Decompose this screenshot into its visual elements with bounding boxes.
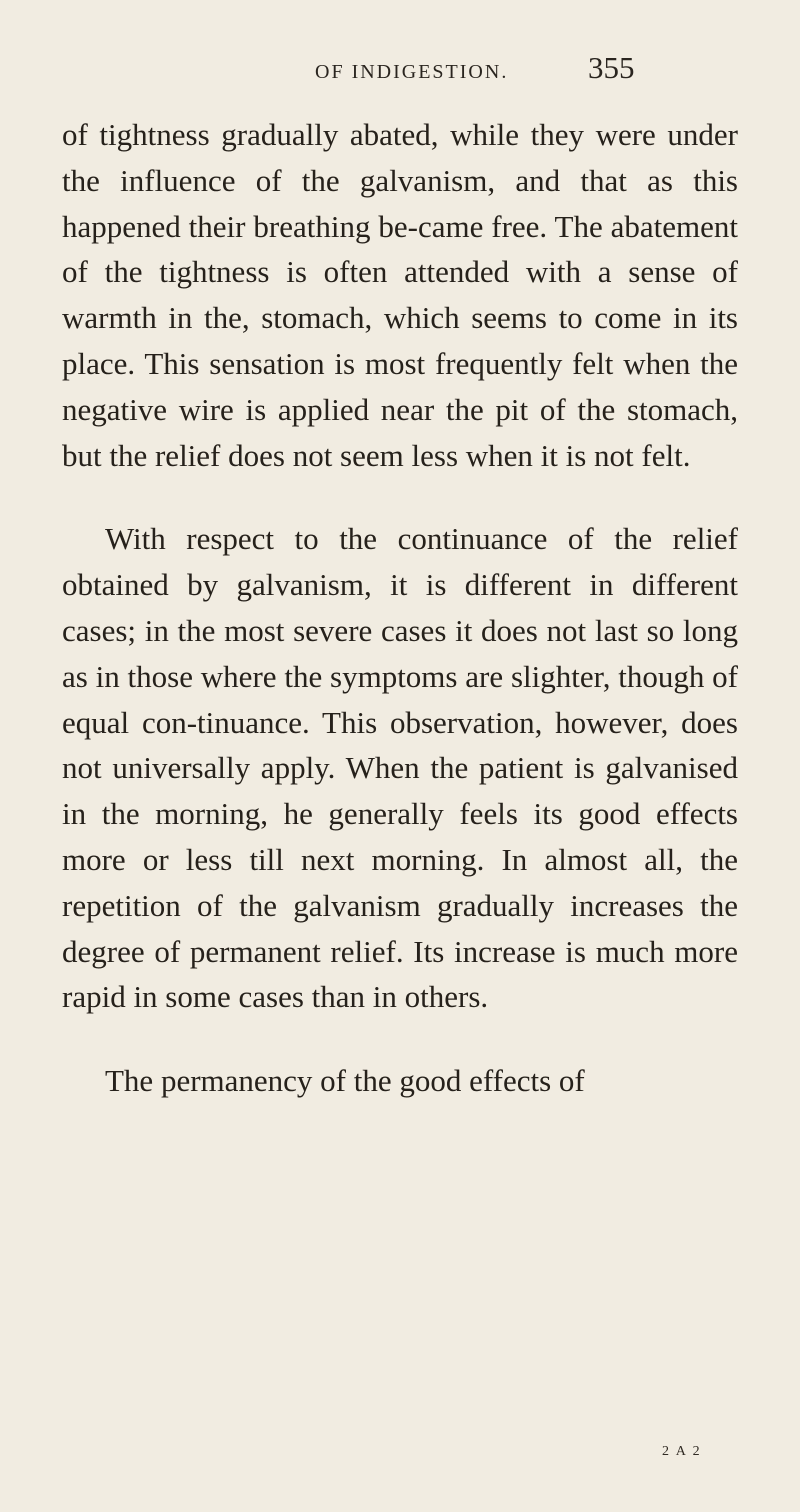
running-title: OF INDIGESTION. (315, 61, 509, 83)
printer-signature-mark: 2 A 2 (662, 1444, 702, 1459)
paragraph-permanency: The permanency of the good effects of (105, 1063, 585, 1099)
running-head (0, 0, 800, 85)
paragraph-continuation: of tightness gradually abated, while they were under the influence of the galvanism, and that as this happened their breathing be-came free. The abatement of the tightness is often attended with a sense of warmth in the, stomach, which seems to come in its place. This sensation is most frequently felt when the negative wire is applied near the pit of the stomach, but the relief does not seem less when it is not felt. (62, 117, 738, 473)
page-number: 355 (588, 50, 635, 85)
page-body-text (62, 112, 738, 1104)
paragraph-relief-continuance: With respect to the continuance of the relief obtained by galvanism, it is different in different cases; in the most severe cases it does not last so long as in those where the symptoms are slighter, though of equal con-tinuance. This observation, however, does not universally apply. When the patient is galvanised in the morning, he generally feels its good effects more or less till next morning. In almost all, the repetition of the galvanism gradually increases the degree of permanent relief. Its increase is much more rapid in some cases than in others. (62, 521, 738, 1015)
